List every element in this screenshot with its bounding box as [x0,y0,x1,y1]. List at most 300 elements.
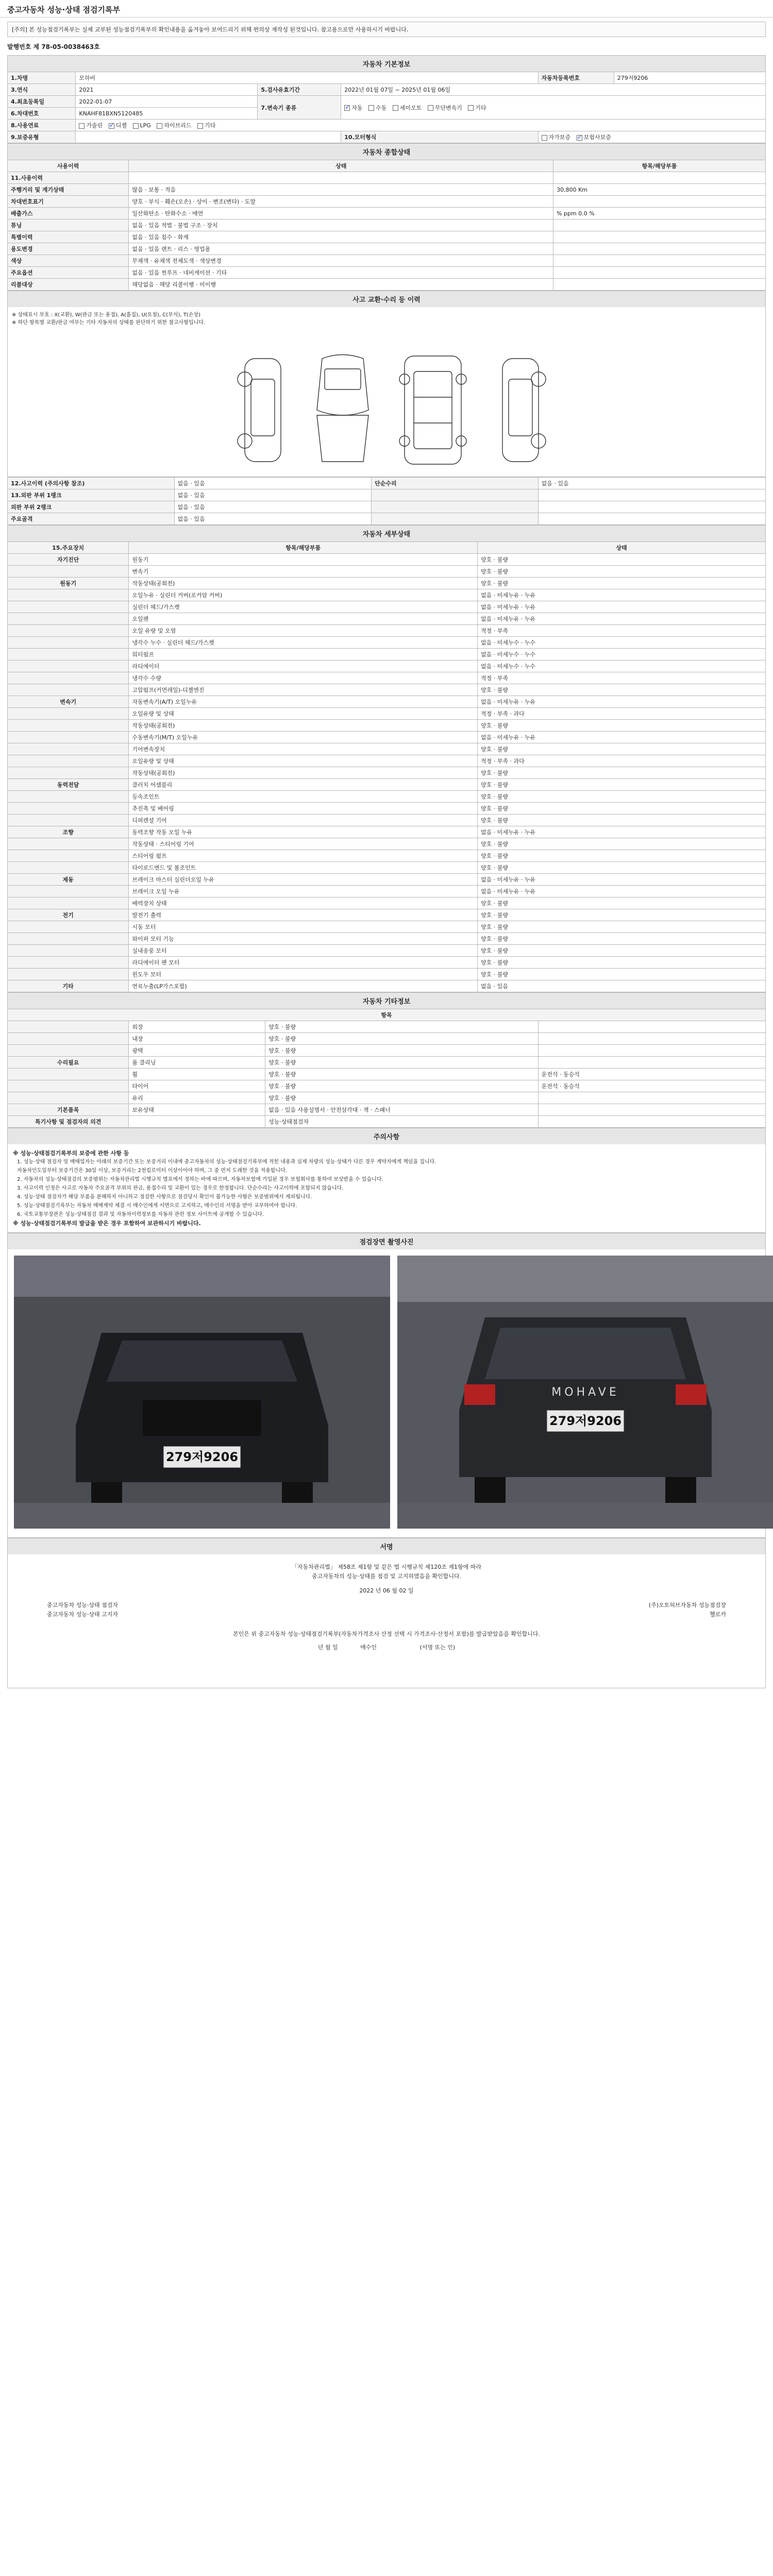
row-item: 작동상태(공회전) [129,720,478,732]
row-extra: % ppm 0.0 % [553,208,766,219]
row-group [8,1033,129,1045]
table-row [8,1104,766,1116]
row-state: 양호 · 불량 [265,1033,539,1045]
row-item: 타이로드엔드 및 볼조인트 [129,862,478,874]
table-row [8,660,766,672]
row-state: 양호 · 불량 [478,779,766,791]
sign-buyer: 매수인 [360,1644,377,1651]
row-state: 일산화탄소 · 탄화수소 · 매연 [129,208,553,219]
opt-label: 세미오토 [399,104,422,111]
row-state: 양호 · 불량 [478,909,766,921]
row-label [372,513,539,525]
row-label: 리콜대상 [8,279,129,291]
row-group: 조향 [8,826,129,838]
row-group [8,838,129,850]
photos-box [7,1249,766,1538]
opt-label: 하이브리드 [164,122,192,129]
row-state: 성능·상태점검자 [265,1116,539,1128]
row-label: 색상 [8,255,129,267]
row-group: 전기 [8,909,129,921]
row-state: 양호 · 불량 [478,957,766,969]
row-group [8,732,129,743]
row-state: 양호 · 불량 [478,969,766,980]
row-group [8,815,129,826]
row-item: 냉각수 누수 · 실린더 헤드/가스켓 [129,637,478,649]
row-group [8,957,129,969]
table-row [8,1092,766,1104]
row-state: 없음 · 미세누수 · 누수 [478,649,766,660]
row-group [8,850,129,862]
general-status-table [7,160,766,291]
table-row [8,196,766,208]
row-item: 작동상태(공회전) [129,578,478,589]
row-extra [538,1021,765,1033]
col-head: 사용이력 [8,160,129,172]
row-item: 작동상태(공회전) [129,767,478,779]
opt-label: 자가보증 [548,134,571,141]
row-group [8,1045,129,1057]
row-label: 외판 부위 2랭크 [8,501,175,513]
row-state: 없음 · 있음 [538,478,765,489]
row-item: 오일팬 [129,613,478,625]
table-row [8,672,766,684]
row-label: 주행거리 및 계기상태 [8,184,129,196]
row-state: 없음 · 있음 침수 · 화재 [129,231,553,243]
row-state: 없음 · 있음 [174,501,371,513]
table-row [8,489,766,501]
opt-label: 무단변속기 [434,104,462,111]
other-info-table [7,1009,766,1128]
row-state: 양호 · 불량 [478,921,766,933]
row-state: 양호 · 불량 [478,850,766,862]
checkbox[interactable] [393,105,398,111]
row-state: 적정 · 부족 · 과다 [478,708,766,720]
row-state: 없음 · 미세누유 · 누유 [478,826,766,838]
sign-checker-org: (주)오토허브자동차 성능점검장 [648,1602,726,1608]
row-label: 11.사용이력 [8,172,129,184]
row-state [129,172,553,184]
row-item: 광택 [129,1045,265,1057]
period-value: 2022년 01월 07일 ~ 2025년 01월 06일 [341,84,766,96]
row-extra [553,172,766,184]
row-state: 양호 · 불량 [478,862,766,874]
sign-checker: 중고자동차 성능·상태 점검자 [47,1602,119,1608]
fuel-label: 8.사용연료 [8,120,76,131]
front-plate-text: 279저9206 [165,1450,239,1464]
rear-badge-text: MOHAVE [551,1386,619,1399]
table-row [8,897,766,909]
table-row [8,1033,766,1045]
motor-label: 10.모터형식 [341,131,538,143]
row-extra [538,1057,765,1069]
opt-label: 자동 [351,104,363,111]
table-row [8,767,766,779]
table-row [8,755,766,767]
row-group: 자기진단 [8,554,129,566]
first-reg-value: 2022-01-07 [76,96,258,108]
row-state: 양호 · 불량 [478,791,766,803]
row-group [8,684,129,696]
table-row [8,613,766,625]
row-group [8,601,129,613]
row-extra [538,1116,765,1128]
row-extra [553,219,766,231]
row-label: 용도변경 [8,243,129,255]
row-item: 클러치 어셈블리 [129,779,478,791]
model-label: 1.차명 [8,72,76,84]
row-label: 차대번호표기 [8,196,129,208]
table-row [8,909,766,921]
row-group: 특기사항 및 점검자의 의견 [8,1116,129,1128]
row-group: 동력전달 [8,779,129,791]
row-item [129,1116,265,1128]
warranty-options [538,131,765,143]
table-row [8,649,766,660]
table-row [8,1080,766,1092]
row-group [8,625,129,637]
row-state: 양호 · 부식 · 훼손(오손) · 상이 · 변조(변타) · 도말 [129,196,553,208]
car-side-right-icon [502,359,546,462]
row-item: 보유상태 [129,1104,265,1116]
row-state: 무채색 · 유채색 전체도색 · 색상변경 [129,255,553,267]
sign-confirm: 본인은 위 중고자동차 성능·상태점검기록부(자동차가격조사 산정 선택 시 가격조사·산정서 포함)를 발급받았음을 확인합니다. [233,1631,540,1637]
row-state: 양호 · 불량 [265,1045,539,1057]
row-extra [553,196,766,208]
sign-buyer-note: (서명 또는 인) [419,1644,456,1651]
row-group [8,945,129,957]
sign-line: 중고자동차의 성능·상태를 점검 및 고지하였음을 확인합니다. [311,1573,462,1580]
table-row [8,554,766,566]
checkbox[interactable] [157,123,162,129]
row-group [8,743,129,755]
row-state: 양호 · 불량 [478,897,766,909]
table-row [8,980,766,992]
table-row [8,208,766,219]
row-group: 변속기 [8,696,129,708]
row-state: 없음 · 미세누유 · 누유 [478,732,766,743]
table-row [8,267,766,279]
row-item: 내장 [129,1033,265,1045]
table-row [8,501,766,513]
row-item: 라디에이터 [129,660,478,672]
row-state: 없음 · 미세누유 · 누유 [478,601,766,613]
row-group [8,803,129,815]
checkbox[interactable] [344,105,350,111]
row-group [8,589,129,601]
legend-line: ※ 하단 항목별 교환/판금 여부는 기타 자동차의 상태를 판단하기 위한 참고사항입니다. [12,320,206,326]
row-item: 수동변속기(M/T) 오일누유 [129,732,478,743]
checkbox[interactable] [109,123,114,129]
legend-line: ※ 상태표시 부호 : X(교환), W(판금 또는 용접), A(흠집), U(요철), C(부식), T(손상) [12,312,200,318]
row-extra: 운전석 · 동승석 [538,1069,765,1080]
table-row [8,933,766,945]
warranty-empty [76,131,341,143]
checkbox[interactable] [468,105,474,111]
model-value: 모하비 [76,72,538,84]
opt-label: 보험사보증 [583,134,611,141]
table-row [8,625,766,637]
table-row [8,1021,766,1033]
table-row [8,172,766,184]
row-state: 없음 · 있음 [478,980,766,992]
sign-dealer: 중고자동차 성능·상태 고지자 [47,1611,119,1618]
table-row [8,589,766,601]
row-state: 없음 · 미세누유 · 누유 [478,589,766,601]
car-top-icon [399,356,466,464]
checkbox[interactable] [133,123,139,129]
trans-options [341,96,766,120]
table-row [8,779,766,791]
row-state: 양호 · 불량 [265,1092,539,1104]
row-state: 양호 · 불량 [478,838,766,850]
row-group: 기본품목 [8,1104,129,1116]
col-head: 상태 [478,542,766,554]
row-extra [538,1104,765,1116]
table-row [8,696,766,708]
row-label: 배출가스 [8,208,129,219]
row-extra: 30,800 Km [553,184,766,196]
row-item: 기어변속장치 [129,743,478,755]
row-group [8,1092,129,1104]
row-state: 양호 · 불량 [478,720,766,732]
row-state: 없음 · 미세누유 · 누유 [478,874,766,886]
row-label: 13.외판 부위 1랭크 [8,489,175,501]
row-state: 양호 · 불량 [478,743,766,755]
row-group [8,637,129,649]
table-row [8,1069,766,1080]
row-state: 없음 · 미세누유 · 누유 [478,696,766,708]
col-head: 항목/해당부품 [129,542,478,554]
row-item: 추진축 및 베어링 [129,803,478,815]
checkbox[interactable] [79,123,85,129]
row-item: 룸 클리닝 [129,1057,265,1069]
row-state: 양호 · 불량 [265,1080,539,1092]
row-label: 특별이력 [8,231,129,243]
reg-value: 279저9206 [614,72,765,84]
row-item: 외장 [129,1021,265,1033]
row-extra [538,1033,765,1045]
row-item: 오일누유 · 실린더 커버(로커암 커버) [129,589,478,601]
row-state: 적정 · 부족 [478,672,766,684]
col-head: 15.주요장치 [8,542,129,554]
row-state: 없음 · 있음 렌트 · 리스 · 영업용 [129,243,553,255]
row-label: 주요옵션 [8,267,129,279]
table-row [8,1045,766,1057]
row-group [8,672,129,684]
checkbox[interactable] [368,105,374,111]
notice-banner: [주의] 본 성능점검기록부는 실제 교부된 성능점검기록부의 확인내용을 옮겨놓아 보여드리기 위해 편의상 재작성 된것입니다. 참고용으로만 사용하시기 바랍니다. [7,22,766,37]
opt-label: LPG [140,122,151,129]
period-label: 5.검사유효기간 [258,84,341,96]
notes-footer: ※ 성능·상태점검기록부의 발급을 받은 경우 포함하여 보관하시기 바랍니다. [13,1220,201,1227]
rear-photo [397,1256,773,1529]
row-group: 기타 [8,980,129,992]
table-row [8,969,766,980]
table-row [8,720,766,732]
row-state: 양호 · 불량 [478,684,766,696]
row-item: 윈도우 모터 [129,969,478,980]
row-group [8,720,129,732]
table-row [8,732,766,743]
accident-table [7,477,766,525]
row-item: 휠 [129,1069,265,1080]
table-row [8,815,766,826]
row-item: 디퍼렌셜 기어 [129,815,478,826]
table-row [8,184,766,196]
notes-heading: ※ 성능·상태점검기록부의 보증에 관한 사항 등 [13,1150,129,1157]
row-state: 양호 · 불량 [265,1021,539,1033]
row-group [8,1021,129,1033]
row-item: 배력장치 상태 [129,897,478,909]
row-item: 브레이크 오일 누유 [129,886,478,897]
table-row [8,578,766,589]
table-row [8,708,766,720]
note-item: 1. 성능·상태 점검자 및 매매업자는 아래의 보증기간 또는 보증거리 이내에 중고자동차의 성능·상태점검기록부에 적힌 내용과 실제 차량의 성능·상태가 다른 경우 계약자에게 책임을 집니다. [17,1159,436,1165]
checkbox[interactable] [197,123,203,129]
rear-plate-text: 279저9206 [549,1414,622,1428]
row-state: 적정 · 부족 · 과다 [478,755,766,767]
col-head: 상태 [129,160,553,172]
row-group [8,649,129,660]
row-group [8,1080,129,1092]
trans-label: 7.변속기 종류 [258,96,341,120]
note-item: 2. 자동차의 성능·상태점검의 보증범위는 자동차관리법 시행규칙 별표에서 정하는 바에 따르며, 자동차보험에 가입된 경우 보험회사를 통하여 보상받을 수 있습니다. [17,1177,383,1182]
car-diagram [234,348,554,472]
warranty-label: 9.보증유형 [8,131,76,143]
row-item: 자동변속기(A/T) 오일누유 [129,696,478,708]
row-item: 워터펌프 [129,649,478,660]
row-item: 실린더 헤드/가스켓 [129,601,478,613]
row-group [8,660,129,672]
row-item: 변속기 [129,566,478,578]
table-row [8,886,766,897]
row-item: 라디에이터 팬 모터 [129,957,478,969]
table-row [8,231,766,243]
checkbox[interactable] [428,105,433,111]
row-item: 타이어 [129,1080,265,1092]
col-head: 항목 [8,1009,766,1021]
row-group [8,708,129,720]
row-item: 와이퍼 모터 기능 [129,933,478,945]
basic-info-table [7,72,766,143]
row-extra [538,1045,765,1057]
row-state: 없음 · 미세누수 · 누수 [478,637,766,649]
table-row [8,862,766,874]
opt-label: 가솔린 [86,122,103,129]
row-group [8,862,129,874]
row-state: 적정 · 부족 [478,625,766,637]
row-label: 단순수리 [372,478,539,489]
row-extra [553,279,766,291]
row-extra [553,255,766,267]
table-row [8,684,766,696]
table-row [8,1116,766,1128]
table-row [8,874,766,886]
row-group [8,613,129,625]
table-row [8,826,766,838]
row-label [372,489,539,501]
table-row [8,566,766,578]
row-state: 양호 · 불량 [265,1057,539,1069]
row-state: 없음 · 있음 사용설명서 · 안전삼각대 · 잭 · 스패너 [265,1104,539,1116]
table-row [8,243,766,255]
detail-status-table [7,541,766,992]
year-label: 3.연식 [8,84,76,96]
row-state: 양호 · 불량 [478,933,766,945]
year-value: 2021 [76,84,258,96]
reg-label: 자동차등록번호 [538,72,614,84]
row-extra: 운전석 · 동승석 [538,1080,765,1092]
section-other-title: 자동차 기타정보 [7,992,766,1009]
row-group: 제동 [8,874,129,886]
front-photo [14,1256,390,1529]
opt-label: 디젤 [115,122,127,129]
row-state [538,513,765,525]
row-group [8,886,129,897]
checkbox[interactable] [577,135,582,141]
row-item: 고압펌프(커먼레일)-디젤엔진 [129,684,478,696]
row-state: 없음 · 있음 [174,478,371,489]
table-row [8,513,766,525]
table-row [8,803,766,815]
vin-value: KNAHF81BXN5120485 [76,108,258,120]
row-item: 발전기 출력 [129,909,478,921]
table-row [8,637,766,649]
row-item: 원동기 [129,554,478,566]
table-row [8,478,766,489]
notes-box [7,1144,766,1233]
page-title: 중고자동차 성능·상태 점검기록부 [0,0,773,18]
row-state: 양호 · 불량 [265,1069,539,1080]
note-item: 5. 성능·상태점검기록부는 자동차 매매계약 체결 시 매수인에게 서면으로 고지하고, 매수인의 서명을 받아 교부하여야 합니다. [17,1203,297,1209]
table-row [8,743,766,755]
section-damage-title: 사고 교환·수리 등 이력 [7,291,766,307]
row-group: 원동기 [8,578,129,589]
opt-label: 수동 [375,104,387,111]
row-group [8,921,129,933]
row-item: 냉각수 수량 [129,672,478,684]
opt-label: 기타 [475,104,486,111]
col-head: 항목/해당부품 [553,160,766,172]
row-state: 없음 · 있음 썬루프 · 네비게이션 · 기타 [129,267,553,279]
table-row [8,838,766,850]
row-item: 시동 모터 [129,921,478,933]
row-state: 없음 · 미세누유 · 누유 [478,886,766,897]
damage-diagram-box [7,307,766,477]
row-item: 실내송풍 모터 [129,945,478,957]
row-extra [553,243,766,255]
row-item: 오일유량 및 상태 [129,708,478,720]
row-label [372,501,539,513]
checkbox[interactable] [542,135,547,141]
row-label: 12.사고이력 (주의사항 참조) [8,478,175,489]
opt-label: 기타 [204,122,216,129]
row-item: 동력조향 작동 오일 누유 [129,826,478,838]
section-detail-title: 자동차 세부상태 [7,525,766,541]
row-group [8,933,129,945]
sign-dealer-name: 헬로카 [710,1611,726,1618]
row-state: 해당없음 · 해당 리콜이행 · 미이행 [129,279,553,291]
table-row [8,921,766,933]
row-state [538,489,765,501]
fuel-options [76,120,766,131]
sign-ymd: 년 월 일 [317,1644,338,1651]
row-group [8,767,129,779]
row-group [8,566,129,578]
table-row [8,850,766,862]
row-state: 양호 · 불량 [478,945,766,957]
section-basic-title: 자동차 기본정보 [7,55,766,72]
